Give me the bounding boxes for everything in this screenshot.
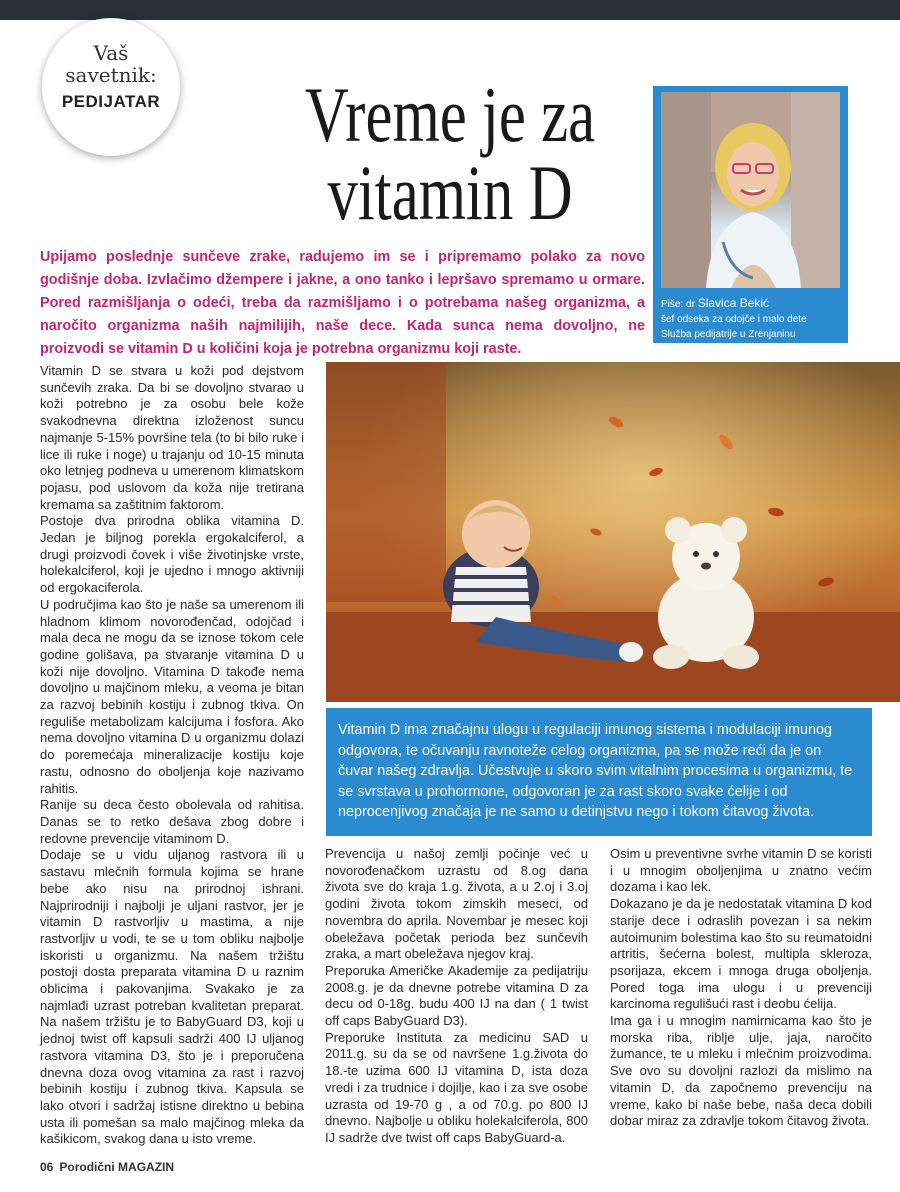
autumn-child-photo	[326, 362, 900, 702]
title-line-2: vitamin D	[327, 149, 573, 236]
page-number: 06	[40, 1160, 54, 1174]
author-name: Slavica Bekić	[697, 296, 770, 310]
section-badge	[42, 18, 180, 156]
badge-line-2: savetnik:	[65, 63, 157, 87]
col1-paragraph: Dodaje se u vidu uljanog rastvora ili u sastavu mlečnih formula kojima se hrane bebe ako nisu na prirodnoj ishrani. Najprirodniji i najbolji je uljani rastvor, jer je vitamin D rastvorljiv u mastima, a nije rastvorljiv u vodi, te se u tom obliku najbolje iskoristi u organizmu. Na našem tržištu postoji dosta preparata vitamina D u raznim oblicima i pakovanjima. Svakako je za najmlađi uzrast potreban kvalitetan preparat. Na našem tržištu je to BabyGuard D3, koji u jednoj twist off kapsuli sadrži 400 IJ uljanog rastvora vitamina D3, što je i preporučena dnevna doza ovog vitamina za rast i razvoj bebinih kostiju i zubnog tkiva. Kapsula se lako otvori i sadržaj istisne direktno u bebina usta ili pomešan sa malo majčinog mleka da kašikicom, svakog dana u isto vreme.	[40, 847, 304, 1147]
author-portrait	[661, 92, 840, 288]
col3-paragraph: Dokazano je da je nedostatak vitamina D kod starije dece i odraslih povezan i sa nekim autoimunim bolestima kao što su reumatoidni artritis, šećerna bolest, multipla skleroza, psorijaza, ekcem i mnoga druga oboljenja. Pored toga ima ulogu i u prevenciji karcinoma regulišući rast i deobu ćelija.	[610, 896, 872, 1012]
article-title	[294, 71, 606, 236]
col1-paragraph: U područjima kao što je naše sa umerenom ili hladnom klimom novorođenčad, odojčad i mala deca ne mogu da se iznose tokom cele godine golišava, pa stvaranje vitamina D u koži nije dovoljno. Vitamina D takođe nema dovoljno u majčinom mleku, a veoma je bitan za razvoj bebinih kostiju i zubnog tkiva. On reguliše metabolizam kalcijuma i fosfora. Ako nema dovoljno vitamina D u organizmu dolazi do poremećaja mineralizacije kostiju koje rastu, odnosno do oboljenja koje nazivamo rahitis.	[40, 596, 304, 796]
column-3	[610, 846, 872, 1130]
page-footer	[40, 1160, 174, 1174]
top-bar	[0, 0, 900, 20]
column-1	[40, 363, 304, 1148]
col1-paragraph: Ranije su deca često obolevala od rahitisa. Danas se to retko dešava zbog dobre i redovne prevencije vitaminom D.	[40, 797, 304, 846]
author-box	[653, 86, 848, 343]
author-credit	[661, 296, 841, 342]
col3-paragraph: Osim u preventivne svrhe vitamin D se koristi i u mnogim oboljenjima u znatno većim dozama i kao lek.	[610, 846, 872, 895]
highlight-callout	[326, 708, 872, 836]
callout-text: Vitamin D ima značajnu ulogu u regulaciji imunog sistema i modulaciji imunog odgovora, te očuvanju ravnoteže celog organizma, pa se može reći da je on čuvar našeg zdravlja. Učestvuje u skoro svim vitalnim procesima u organizmu, te se svrstava u prohormone, odgovoran je za rast skoro svake ćelije i od neprocenjivog značaja je ne samo u detinjstvu nego i tokom čitavog života.	[338, 722, 853, 820]
lead-paragraph: Upijamo poslednje sunčeve zrake, radujemo im se i pripremamo polako za novo godišnje doba. Izvlačimo džempere i jakne, a ono tanko i lepršavo spremamo u ormare. Pored razmišljanja o odeći, treba da razmišljamo i o potrebama našeg organizma, a naročito organizma naših najmilijih, naše dece. Kada sunca nema dovoljno, ne proizvodi se vitamin D u količini koja je potrebna organizmu koji raste.	[40, 249, 645, 357]
col1-paragraph: Vitamin D se stvara u koži pod dejstvom sunčevih zraka. Da bi se dovoljno stvarao u koži potrebno je za osobu bele kože svakodnevna direktna izloženost suncu najmanje 5-15% površine tela (to bi bilo ruke i lice ili ruke i noge) u trajanju od 10-15 minuta oko letnjeg podneva u umerenom klimatskom pojasu, pod uslovom da koža nije tretirana kremama sa zaštitnim faktorom.	[40, 363, 304, 512]
magazine-name: Porodični MAGAZIN	[59, 1160, 175, 1174]
col1-paragraph: Postoje dva prirodna oblika vitamina D. Jedan je biljnog porekla ergokalciferol, a drugi proizvodi čovek i više životinjske vrste, holekalciferol, koji je ujedno i mnogo aktivniji od ergokaciferola.	[40, 513, 304, 596]
col2-paragraph: Preporuka Američke Akademije za pedijatriju 2008.g. je da dnevne potrebe vitamina D za decu od 0-18g. budu 400 IJ na dan ( 1 twist off caps BabyGuard D3).	[325, 962, 588, 1029]
portrait-illustration	[661, 92, 840, 288]
author-institution: Služba pedijatrije u Zrenjaninu	[661, 329, 796, 340]
author-role: šef odseka za odojče i malo dete	[661, 314, 807, 325]
col2-paragraph: Prevencija u našoj zemlji počinje već u novorođenačkom uzrastu od 8.og dana života sve do kraja 1.g. života, a u 2.oj i 3.oj godini života tokom zimskih meseci, od novembra do aprila. Novembar je mesec koji obeležava početak perioda bez sunčevih zraka, a mart obeležava njegov kraj.	[325, 846, 588, 962]
author-prefix: Piše: dr	[661, 299, 695, 310]
badge-section-label: PEDIJATAR	[61, 92, 161, 111]
badge-line-1: Vaš	[93, 41, 129, 65]
column-2	[325, 846, 588, 1147]
title-line-1: Vreme je za	[304, 71, 596, 158]
col3-paragraph: Ima ga i u mnogim namirnicama kao što je morska riba, riblje ulje, jaja, naročito žumance, te u mleku i mlečnim proizvodima. Sve ovo su dovoljni razlozi da mislimo na vitamin D, da započnemo prevenciju na vreme, kako bi naše bebe, naša deca dobili dobar miraz za zdravlje tokom čitavog života.	[610, 1013, 872, 1129]
col2-paragraph: Preporuke Instituta za medicinu SAD u 2011.g. su da se od navršene 1.g.života do 18.-te uzima 600 IJ vitamina D, ista doza vredi i za trudnice i dojilje, kao i za sve osobe uzrasta od 19-70 g , a od 70.g. po 800 IJ dnevno. Najbolje u obliku holekalciferola, 800 IJ sadrže dve twist off caps BabyGuard-a.	[325, 1029, 588, 1145]
